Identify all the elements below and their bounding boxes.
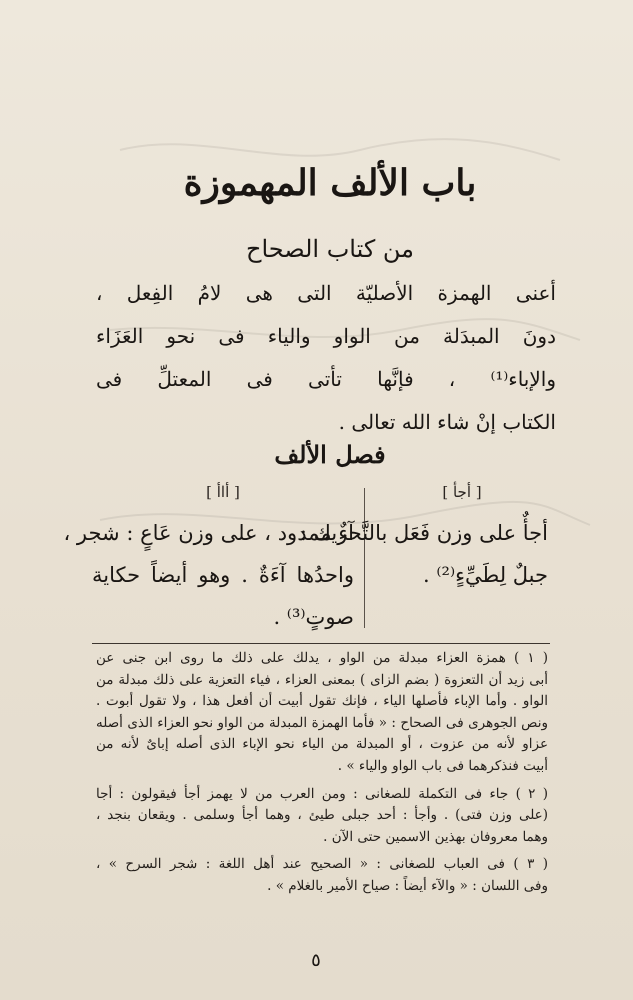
footnote-line: الواو . وأما الإباء فأصلها الياء ، فإنك تقول أبيت أن أفعل هذا ، ولا تقول أبوت . bbox=[96, 693, 548, 710]
footnote-separator bbox=[92, 643, 550, 644]
intro-line: الكتاب إنْ شاء الله تعالى . bbox=[338, 410, 556, 434]
entry-line: آءٌ ممدود ، على وزن عَاعٍ : شجر ، bbox=[63, 521, 354, 545]
footnote-line: أبى زيد أن التعزوة ( بضم الزاى ) بمعنى العزاء ، فياء التعزية على ذلك مبدلة من bbox=[96, 671, 548, 688]
footnote-line: عزاو لأنه من عزوت ، أو المبدلة من الياء نحو الإباء الذى أصله إباىٌ لأنه من bbox=[96, 736, 548, 753]
entry-line: جبلٌ لِطَيِّءٍ⁽²⁾ . bbox=[423, 563, 548, 587]
entry-column-right bbox=[299, 480, 548, 596]
intro-line: دونَ المبدَلة من الواو والياء فى نحو العَزَاء bbox=[96, 324, 556, 348]
entry-text bbox=[299, 512, 548, 596]
section-heading: فصل الألف bbox=[274, 440, 386, 469]
footnote-3 bbox=[96, 854, 548, 897]
footnote-line: ( ٣ ) فى العباب للصغانى : « الصحيح عند أهل اللغة : شجر السرح » ، bbox=[96, 856, 548, 873]
chapter-subtitle: من كتاب الصحاح bbox=[245, 235, 415, 263]
entry-headword: [ أجأ ] bbox=[442, 483, 482, 501]
intro-paragraph bbox=[96, 272, 556, 444]
chapter-title: باب الألف المهموزة bbox=[183, 162, 477, 204]
footnote-line: ونص الجوهرى فى الصحاح : « فأما الهمزة المبدلة من الواو نحو العزاء الذى أصله bbox=[96, 714, 548, 731]
page-number: ٥ bbox=[311, 950, 321, 971]
column-divider bbox=[364, 488, 365, 628]
entry-line: صوتٍ⁽³⁾ . bbox=[273, 605, 354, 629]
footnote-line: (على وزن فتى) . وأجأ : أحد جبلى طيئ ، وهما أجأ وسلمى . ويقعان بنجد ، bbox=[96, 807, 548, 824]
intro-line: أعنى الهمزة الأصليّة التى هى لامُ الفِعل ، bbox=[96, 281, 556, 305]
footnote-line: وفى اللسان : « والآء أيضاً : صياح الأمير بالغلام » . bbox=[267, 877, 548, 894]
entry-line: واحدُها آءَةٌ . وهو أيضاً حكاية bbox=[92, 563, 354, 587]
footnote-line: ( ١ ) همزة العزاء مبدلة من الواو ، يدلك على ذلك ما روى ابن جنى عن bbox=[96, 650, 549, 666]
footnote-line: ( ٢ ) جاء فى التكملة للصغانى : ومن العرب من لا يهمز أجأ فيقولون : أجا bbox=[96, 785, 549, 802]
footnotes bbox=[96, 648, 548, 904]
footnote-1 bbox=[96, 648, 548, 778]
footnote-line: وهما معروفان بهذين الاسمين حتى الآن . bbox=[323, 828, 548, 845]
entry-text bbox=[63, 512, 354, 638]
footnote-2 bbox=[96, 784, 548, 849]
footnote-line: أبيت فنذكرهما فى باب الواو والياء » . bbox=[337, 757, 548, 774]
intro-line: والإباء⁽¹⁾ ، فإنَّها تأتى فى المعتلِّ فى bbox=[96, 367, 556, 391]
entry-column-left bbox=[63, 480, 354, 638]
entry-line: أجأٌ على وزن فَعَل بالتَّحريك : bbox=[299, 521, 548, 545]
entry-headword: [ أاأ ] bbox=[206, 483, 240, 501]
